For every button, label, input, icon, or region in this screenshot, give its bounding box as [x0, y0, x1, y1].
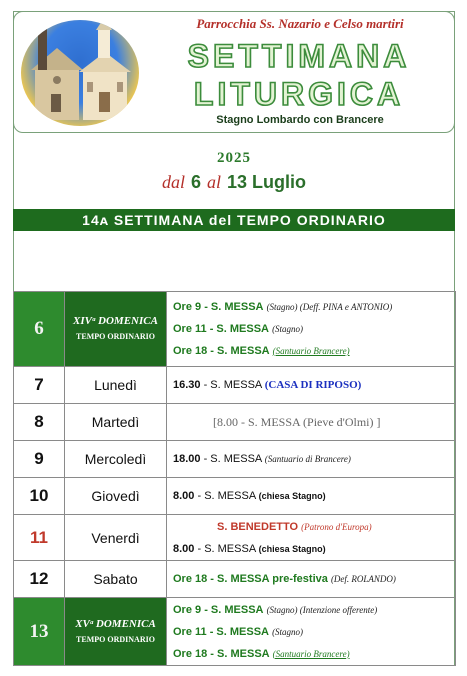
day-number: 7	[14, 367, 65, 404]
day-number: 10	[14, 478, 65, 515]
event-line: Ore 18 - S. MESSA (Santuario Brancere)	[173, 647, 350, 660]
day-number: 12	[14, 561, 65, 598]
schedule-row	[14, 292, 456, 367]
date-range	[13, 172, 455, 193]
event-line: Ore 9 - S. MESSA (Stagno) (Intenzione offerente)	[173, 603, 378, 616]
day-name: Martedì	[65, 404, 167, 441]
day-name: Venerdì	[65, 515, 167, 561]
events-cell	[167, 292, 456, 367]
events-cell: 18.00 - S. MESSA (Santuario di Brancere)	[167, 441, 456, 478]
sunday-title: XVᵃ DOMENICA	[75, 617, 156, 630]
day-name-cell	[65, 598, 167, 666]
parish-name: Parrocchia Ss. Nazario e Celso martiri	[196, 16, 404, 31]
event-line: Ore 18 - S. MESSA (Santuario Brancere)	[173, 345, 350, 357]
sunday-subtitle: TEMPO ORDINARIO	[76, 332, 155, 341]
events-cell: 8.00 - S. MESSA (chiesa Stagno)	[167, 478, 456, 515]
date-to: 13 Luglio	[227, 172, 307, 192]
date-al: al	[207, 172, 222, 192]
date-from: 6	[190, 172, 201, 192]
day-name-cell	[65, 292, 167, 367]
schedule-table	[13, 291, 456, 666]
feast-note: (Patrono d'Europa)	[301, 521, 372, 532]
sunday-subtitle: TEMPO ORDINARIO	[76, 634, 155, 644]
date-dal: dal	[161, 172, 185, 192]
sunday-title: XIVᵃ DOMENICA	[73, 315, 158, 327]
title-line-1: SETTIMANA	[187, 38, 411, 74]
day-name: Giovedì	[65, 478, 167, 515]
churches-image	[21, 20, 139, 126]
schedule-row	[14, 561, 456, 598]
day-name: Lunedì	[65, 367, 167, 404]
day-name: Mercoledì	[65, 441, 167, 478]
week-banner: 14ᴀ SETTIMANA del TEMPO ORDINARIO	[13, 209, 455, 231]
schedule-row	[14, 515, 456, 561]
events-cell: 16.30 - S. MESSA (CASA DI RIPOSO)	[167, 367, 456, 404]
events-cell: Ore 18 - S. MESSA pre-festiva (Def. ROLANDO)	[167, 561, 456, 598]
events-cell	[167, 598, 456, 666]
event-line: Ore 9 - S. MESSA (Stagno) (Deff. PINA e ANTONIO)	[173, 301, 393, 313]
day-number: 13	[14, 598, 65, 666]
schedule-row	[14, 404, 456, 441]
schedule-row	[14, 441, 456, 478]
schedule-row	[14, 478, 456, 515]
event-line: Ore 11 - S. MESSA (Stagno)	[173, 625, 304, 638]
schedule-row	[14, 367, 456, 404]
day-name: Sabato	[65, 561, 167, 598]
place-name: Stagno Lombardo con Brancere	[216, 114, 384, 126]
title-line-2: LITURGICA	[193, 76, 405, 112]
day-number: 6	[14, 292, 65, 367]
schedule-row	[14, 598, 456, 666]
feast-name: S. BENEDETTO	[217, 520, 299, 533]
events-cell: S. BENEDETTO (Patrono d'Europa) 8.00 - S. MESSA (chiesa Stagno)	[167, 515, 456, 561]
year: 2025	[217, 150, 251, 166]
day-number: 11	[14, 515, 65, 561]
day-number: 9	[14, 441, 65, 478]
day-number: 8	[14, 404, 65, 441]
event-line: Ore 11 - S. MESSA (Stagno)	[173, 323, 304, 335]
events-cell: [8.00 - S. MESSA (Pieve d'Olmi) ]	[167, 404, 456, 441]
